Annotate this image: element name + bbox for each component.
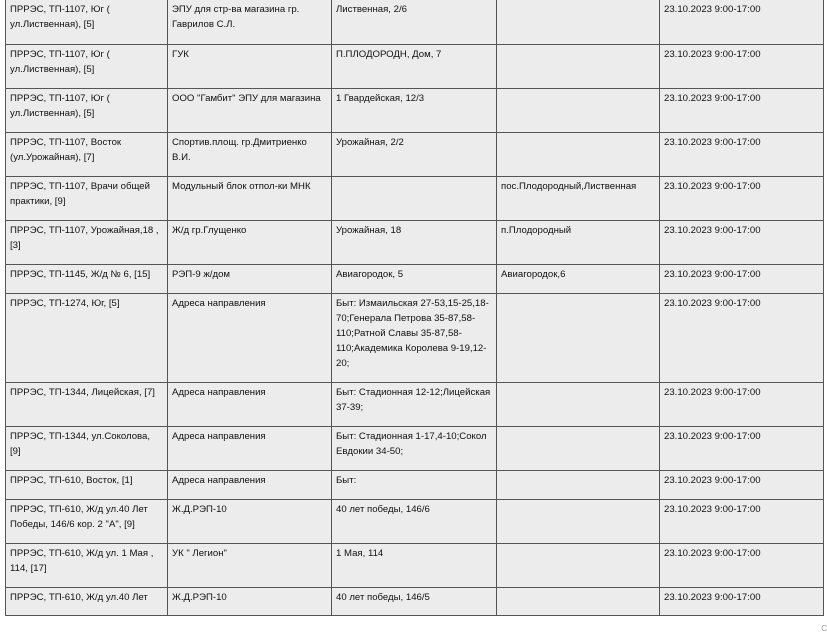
cell-locality <box>497 543 660 587</box>
cell-datetime: 23.10.2023 9:00-17:00 <box>660 470 824 499</box>
table-row <box>6 132 824 176</box>
cell-address: Быт: <box>332 470 497 499</box>
cell-locality <box>497 44 660 88</box>
cell-datetime: 23.10.2023 9:00-17:00 <box>660 264 824 293</box>
cell-consumer: Спортив.площ. гр.Дмитриенко В.И. <box>168 132 332 176</box>
cell-datetime: 23.10.2023 9:00-17:00 <box>660 176 824 220</box>
cell-consumer: УК " Легион" <box>168 543 332 587</box>
page-edge-mark: С <box>821 624 827 633</box>
cell-substation: ПРРЭС, ТП-1344, ул.Соколова, [9] <box>6 426 168 470</box>
outage-table <box>5 0 824 616</box>
cell-datetime: 23.10.2023 9:00-17:00 <box>660 382 824 426</box>
cell-address: 1 Гвардейская, 12/3 <box>332 88 497 132</box>
cell-datetime: 23.10.2023 9:00-17:00 <box>660 499 824 543</box>
cell-datetime: 23.10.2023 9:00-17:00 <box>660 220 824 264</box>
table-row <box>6 382 824 426</box>
cell-datetime: 23.10.2023 9:00-17:00 <box>660 132 824 176</box>
cell-address <box>332 176 497 220</box>
cell-datetime: 23.10.2023 9:00-17:00 <box>660 426 824 470</box>
cell-locality <box>497 470 660 499</box>
table-row <box>6 44 824 88</box>
cell-datetime: 23.10.2023 9:00-17:00 <box>660 44 824 88</box>
cell-address: 1 Мая, 114 <box>332 543 497 587</box>
cell-locality <box>497 293 660 382</box>
cell-substation: ПРРЭС, ТП-1107, Восток (ул.Урожайная), [7] <box>6 132 168 176</box>
cell-datetime: 23.10.2023 9:00-17:00 <box>660 543 824 587</box>
cell-locality: п.Плодородный <box>497 220 660 264</box>
cell-datetime: 23.10.2023 9:00-17:00 <box>660 0 824 44</box>
cell-consumer: Ж.Д.РЭП-10 <box>168 587 332 615</box>
cell-locality: Авиагородок,6 <box>497 264 660 293</box>
cell-consumer: ООО "Гамбит" ЭПУ для магазина <box>168 88 332 132</box>
cell-substation: ПРРЭС, ТП-1274, Юг, [5] <box>6 293 168 382</box>
cell-locality <box>497 587 660 615</box>
table-row <box>6 220 824 264</box>
cell-address: Авиагородок, 5 <box>332 264 497 293</box>
cell-address: Урожайная, 18 <box>332 220 497 264</box>
cell-address: Лиственная, 2/6 <box>332 0 497 44</box>
cell-consumer: Адреса направления <box>168 426 332 470</box>
cell-consumer: ЭПУ для стр-ва магазина гр. Гаврилов С.Л. <box>168 0 332 44</box>
table-row <box>6 293 824 382</box>
cell-substation: ПРРЭС, ТП-1107, Юг ( ул.Лиственная), [5] <box>6 44 168 88</box>
cell-consumer: Ж.Д.РЭП-10 <box>168 499 332 543</box>
cell-consumer: ГУК <box>168 44 332 88</box>
table-row <box>6 0 824 44</box>
cell-substation: ПРРЭС, ТП-1107, Урожайная,18 , [3] <box>6 220 168 264</box>
table-row <box>6 176 824 220</box>
table-row <box>6 470 824 499</box>
cell-address: 40 лет победы, 146/6 <box>332 499 497 543</box>
cell-substation: ПРРЭС, ТП-1344, Лицейская, [7] <box>6 382 168 426</box>
cell-locality <box>497 426 660 470</box>
cell-substation: ПРРЭС, ТП-610, Ж/д ул.40 Лет Победы, 146/6 кор. 2 "А", [9] <box>6 499 168 543</box>
cell-substation: ПРРЭС, ТП-1107, Юг ( ул.Лиственная), [5] <box>6 88 168 132</box>
cell-datetime: 23.10.2023 9:00-17:00 <box>660 88 824 132</box>
cell-substation: ПРРЭС, ТП-610, Восток, [1] <box>6 470 168 499</box>
cell-substation: ПРРЭС, ТП-610, Ж/д ул. 1 Мая , 114, [17] <box>6 543 168 587</box>
cell-consumer: Адреса направления <box>168 470 332 499</box>
cell-address: 40 лет победы, 146/5 <box>332 587 497 615</box>
cell-substation: ПРРЭС, ТП-1107, Врачи общей практики, [9] <box>6 176 168 220</box>
cell-datetime: 23.10.2023 9:00-17:00 <box>660 293 824 382</box>
cell-consumer: Ж/д гр.Глущенко <box>168 220 332 264</box>
cell-locality <box>497 499 660 543</box>
cell-consumer: РЭП-9 ж/дом <box>168 264 332 293</box>
table-row <box>6 499 824 543</box>
cell-address: П.ПЛОДОРОДН, Дом, 7 <box>332 44 497 88</box>
cell-datetime: 23.10.2023 9:00-17:00 <box>660 587 824 615</box>
table-row <box>6 426 824 470</box>
cell-locality <box>497 0 660 44</box>
table-row <box>6 88 824 132</box>
cell-locality <box>497 132 660 176</box>
cell-locality <box>497 382 660 426</box>
cell-address: Урожайная, 2/2 <box>332 132 497 176</box>
cell-consumer: Модульный блок отпол-ки МНК <box>168 176 332 220</box>
cell-consumer: Адреса направления <box>168 293 332 382</box>
table-row <box>6 264 824 293</box>
cell-substation: ПРРЭС, ТП-1145, Ж/д № 6, [15] <box>6 264 168 293</box>
cell-address: Быт: Измаильская 27-53,15-25,18-70;Генерала Петрова 35-87,58-110;Ратной Славы 35-87,58-110;Академика Королева 9-19,12-20; <box>332 293 497 382</box>
table-row <box>6 543 824 587</box>
cell-address: Быт: Стадионная 1-17,4-10;Сокол Евдокии 34-50; <box>332 426 497 470</box>
cell-locality <box>497 88 660 132</box>
cell-consumer: Адреса направления <box>168 382 332 426</box>
cell-locality: пос.Плодородный,Лиственная <box>497 176 660 220</box>
cell-substation: ПРРЭС, ТП-610, Ж/д ул.40 Лет <box>6 587 168 615</box>
cell-substation: ПРРЭС, ТП-1107, Юг ( ул.Лиственная), [5] <box>6 0 168 44</box>
cell-address: Быт: Стадионная 12-12;Лицейская 37-39; <box>332 382 497 426</box>
table-row <box>6 587 824 615</box>
